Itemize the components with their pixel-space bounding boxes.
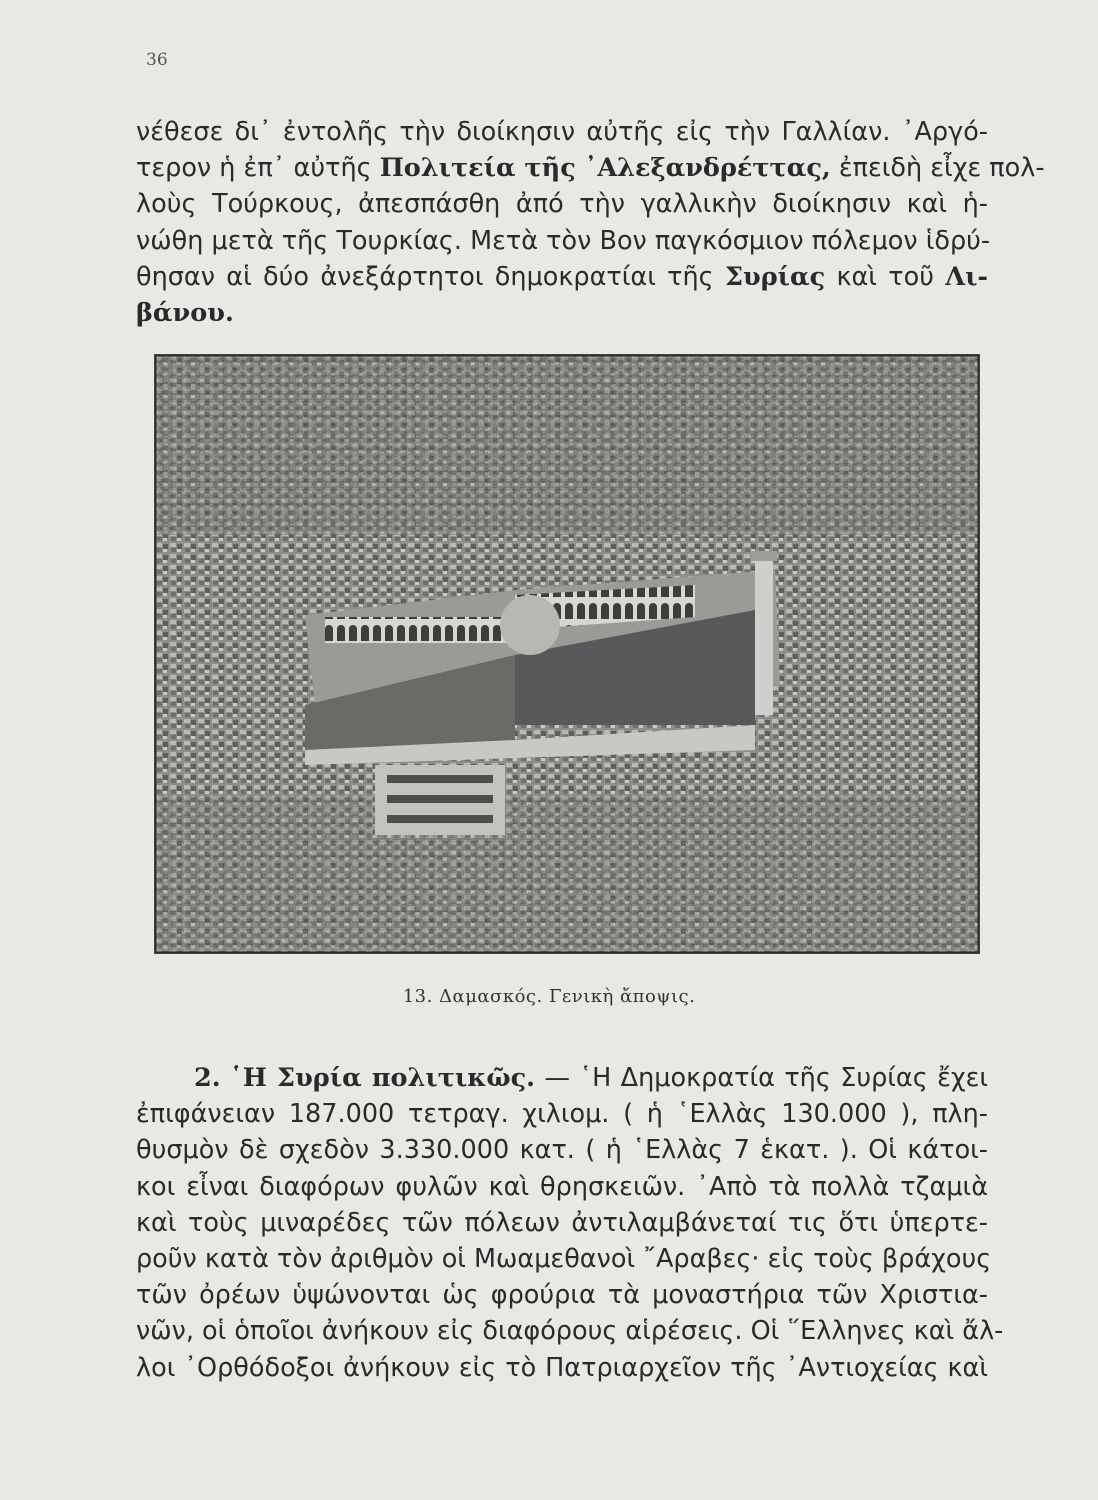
paragraph-1: [136, 114, 1045, 331]
section-number: 2.: [194, 1063, 221, 1093]
text-line: θυσμὸν δὲ σχεδὸν 3.330.000 κατ. ( ἡ ῾Ελλὰς 7 ἑκατ. ). Οἱ κάτοι-: [136, 1135, 988, 1166]
text-line: λοι ᾽Ορθόδοξοι ἀνήκουν εἰς τὸ Πατριαρχεῖον τῆς ᾽Αντιοχείας καὶ: [136, 1352, 988, 1383]
photo-illustration: [155, 355, 979, 953]
text-run: τερον ἡ ἐπ᾽ αὐτῆς: [136, 153, 372, 184]
text-run: θησαν αἱ δύο ἀνεξάρτητοι δημοκρατίαι τῆς: [136, 261, 714, 292]
section-2: [136, 1060, 1004, 1386]
text-line: ἐπιφάνειαν 187.000 τετραγ. χιλιομ. ( ἡ ῾Ελλὰς 130.000 ), πλη-: [136, 1099, 988, 1130]
text-line: νῶν, οἱ ὁποῖοι ἀνήκουν εἰς διαφόρους αἱρέσεις. Οἱ ῞Ελληνες καὶ ἄλ-: [136, 1316, 1004, 1347]
page-number: 36: [146, 50, 168, 70]
bold-term-syria: Συρίας: [724, 261, 826, 292]
text-line: [136, 150, 1045, 186]
bold-term-alexandretta: Πολιτεία τῆς ᾽Αλεξανδρέττας,: [379, 153, 831, 184]
text-line: νέθεσε δι᾽ ἐντολῆς τὴν διοίκησιν αὐτῆς εἰς τὴν Γαλλίαν. ᾽Αργό-: [136, 117, 988, 147]
text-line: [136, 1060, 988, 1096]
text-run: ῾Η Δημοκρατία τῆς Συρίας ἔχει: [579, 1063, 988, 1093]
text-line: καὶ τοὺς μιναρέδες τῶν πόλεων ἀντιλαμβάνεταί τις ὅτι ὑπερτε-: [136, 1207, 988, 1238]
section-title: ῾Η Συρία πολιτικῶς.: [230, 1063, 536, 1093]
bold-term-lebanon: Λι-: [945, 261, 989, 292]
text-line: νώθη μετὰ τῆς Τουρκίας. Μετὰ τὸν Βον παγκόσμιον πόλεμον ἱδρύ-: [136, 225, 991, 256]
text-line: τῶν ὀρέων ὑψώνονται ὡς φρούρια τὰ μοναστήρια τῶν Χριστια-: [136, 1280, 988, 1311]
text-run: ἐπειδὴ εἶχε πολ-: [838, 153, 1045, 184]
text-line: ροῦν κατὰ τὸν ἀριθμὸν οἱ Μωαμεθανοὶ ῎Αραβες· εἰς τοὺς βράχους: [136, 1244, 992, 1275]
damascus-aerial-photo: [155, 355, 979, 953]
text-line: βάνου.: [136, 298, 234, 329]
text-line: [136, 259, 988, 295]
section-dash: —: [535, 1063, 580, 1093]
text-line: κοι εἶναι διαφόρων φυλῶν καὶ θρησκειῶν. ᾽Απὸ τὰ πολλὰ τζαμιὰ: [136, 1171, 988, 1202]
figure-caption: 13. Δαμασκός. Γενικὴ ἄποψις.: [402, 986, 696, 1007]
text-run: καὶ τοῦ: [836, 261, 934, 292]
text-line: λοὺς Τούρκους, ἀπεσπάσθη ἀπό τὴν γαλλικὴν διοίκησιν καὶ ἡ-: [136, 189, 988, 220]
